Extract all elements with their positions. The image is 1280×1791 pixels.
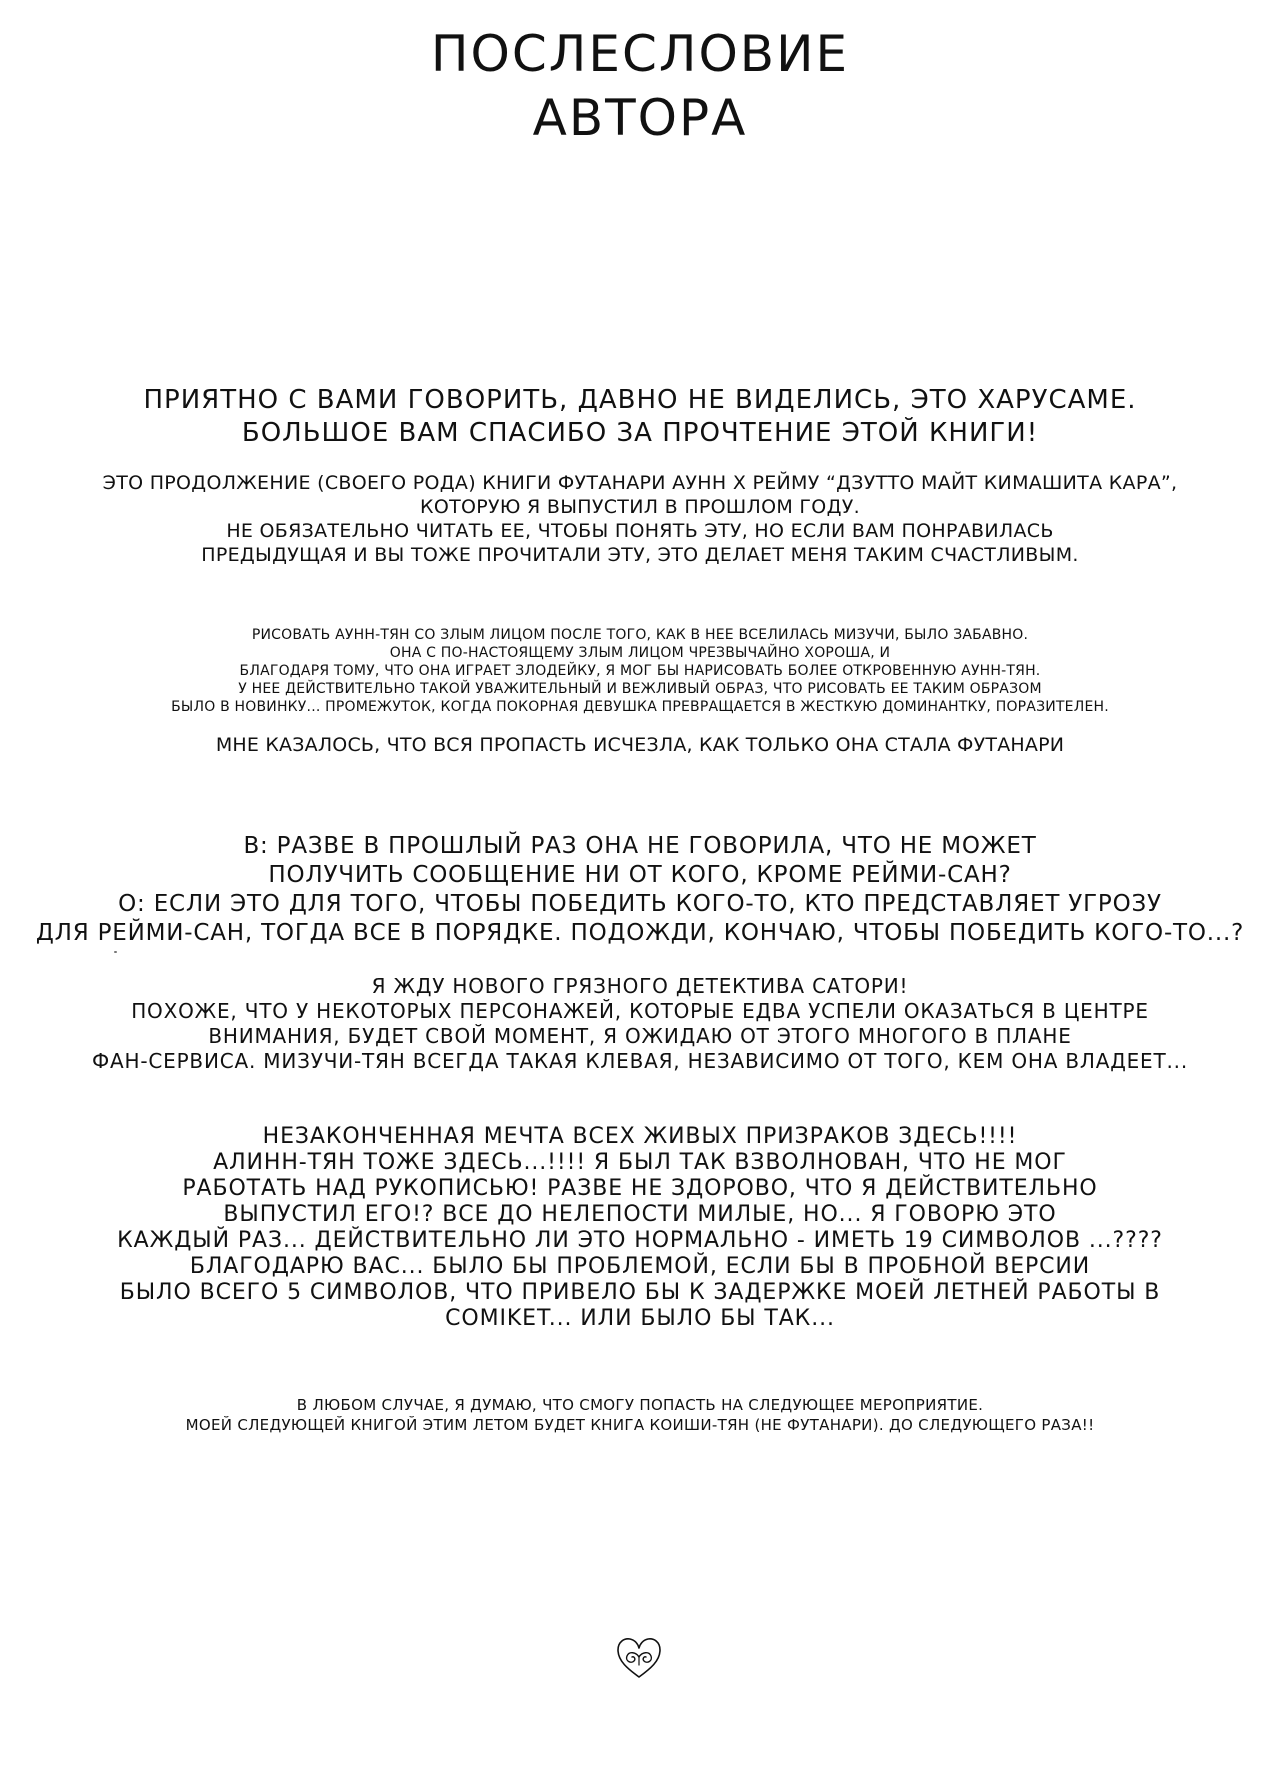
text-line: ФАН-СЕРВИСА. МИЗУЧИ-ТЯН ВСЕГДА ТАКАЯ КЛЕВАЯ, НЕЗАВИСИМО ОТ ТОГО, КЕМ ОНА ВЛАДЕЕТ... <box>92 1049 1188 1073</box>
text-line: БЛАГОДАРЯ ТОМУ, ЧТО ОНА ИГРАЕТ ЗЛОДЕЙКУ, Я МОГ БЫ НАРИСОВАТЬ БОЛЕЕ ОТКРОВЕННУЮ АУНН-ТЯН. <box>239 663 1041 679</box>
text-line: ПОХОЖЕ, ЧТО У НЕКОТОРЫХ ПЕРСОНАЖЕЙ, КОТОРЫЕ ЕДВА УСПЕЛИ ОКАЗАТЬСЯ В ЦЕНТРЕ <box>131 999 1149 1023</box>
title-line-1: ПОСЛЕСЛОВИЕ <box>430 25 850 83</box>
text-line: БОЛЬШОЕ ВАМ СПАСИБО ЗА ПРОЧТЕНИЕ ЭТОЙ КНИГИ! <box>241 418 1039 448</box>
title-line-2: АВТОРА <box>532 89 748 147</box>
text-line: COMIKET... ИЛИ БЫЛО БЫ ТАК... <box>445 1306 835 1331</box>
drawing-notes-paragraph <box>0 626 1280 757</box>
text-line: МОЕЙ СЛЕДУЮЩЕЙ КНИГОЙ ЭТИМ ЛЕТОМ БУДЕТ КНИГА КОИШИ-ТЯН (НЕ ФУТАНАРИ). ДО СЛЕДУЮЩЕГО РАЗА!! <box>185 1416 1095 1434</box>
text-line: О: ЕСЛИ ЭТО ДЛЯ ТОГО, ЧТОБЫ ПОБЕДИТЬ КОГО-ТО, КТО ПРЕДСТАВЛЯЕТ УГРОЗУ <box>118 891 1162 917</box>
text-line: КОТОРУЮ Я ВЫПУСТИЛ В ПРОШЛОМ ГОДУ. <box>420 496 860 518</box>
text-line: БЫЛО ВСЕГО 5 СИМВОЛОВ, ЧТО ПРИВЕЛО БЫ К ЗАДЕРЖКЕ МОЕЙ ЛЕТНЕЙ РАБОТЫ В <box>119 1280 1161 1305</box>
ghosts-paragraph <box>0 1124 1280 1332</box>
sequel-paragraph <box>0 471 1280 567</box>
text-line: ПРЕДЫДУЩАЯ И ВЫ ТОЖЕ ПРОЧИТАЛИ ЭТУ, ЭТО ДЕЛАЕТ МЕНЯ ТАКИМ СЧАСТЛИВЫМ. <box>201 544 1079 566</box>
text-line: БЫЛО В НОВИНКУ... ПРОМЕЖУТОК, КОГДА ПОКОРНАЯ ДЕВУШКА ПРЕВРАЩАЕТСЯ В ЖЕСТКУЮ ДОМИНАНТКУ, ПОРАЗИТЕЛЕН. <box>171 699 1109 715</box>
text-line: В ЛЮБОМ СЛУЧАЕ, Я ДУМАЮ, ЧТО СМОГУ ПОПАСТЬ НА СЛЕДУЮЩЕЕ МЕРОПРИЯТИЕ. <box>296 1396 984 1414</box>
heart-swirl-icon <box>614 1635 664 1681</box>
text-line: ВЫПУСТИЛ ЕГО!? ВСЕ ДО НЕЛЕПОСТИ МИЛЫЕ, НО... Я ГОВОРЮ ЭТО <box>223 1202 1057 1227</box>
print-speck <box>114 951 117 953</box>
text-line: Я ЖДУ НОВОГО ГРЯЗНОГО ДЕТЕКТИВА САТОРИ! <box>371 974 909 998</box>
text-line: ЭТО ПРОДОЛЖЕНИЕ (СВОЕГО РОДА) КНИГИ ФУТАНАРИ АУНН Х РЕЙМУ “ДЗУТТО МАЙТ КИМАШИТА КАРА”, <box>102 472 1178 494</box>
text-line: У НЕЕ ДЕЙСТВИТЕЛЬНО ТАКОЙ УВАЖИТЕЛЬНЫЙ И ВЕЖЛИВЫЙ ОБРАЗ, ЧТО РИСОВАТЬ ЕЕ ТАКИМ ОБРАЗОМ <box>238 681 1042 697</box>
qa-paragraph <box>0 832 1280 948</box>
text-line: ПОЛУЧИТЬ СООБЩЕНИЕ НИ ОТ КОГО, КРОМЕ РЕЙМИ-САН? <box>268 862 1012 888</box>
text-line: НЕЗАКОНЧЕННАЯ МЕЧТА ВСЕХ ЖИВЫХ ПРИЗРАКОВ ЗДЕСЬ!!!! <box>262 1124 1018 1149</box>
text-line: ДЛЯ РЕЙМИ-САН, ТОГДА ВСЕ В ПОРЯДКЕ. ПОДОЖДИ, КОНЧАЮ, ЧТОБЫ ПОБЕДИТЬ КОГО-ТО...? <box>35 920 1245 946</box>
text-line: НЕ ОБЯЗАТЕЛЬНО ЧИТАТЬ ЕЕ, ЧТОБЫ ПОНЯТЬ ЭТУ, НО ЕСЛИ ВАМ ПОНРАВИЛАСЬ <box>226 520 1054 542</box>
text-line: МНЕ КАЗАЛОСЬ, ЧТО ВСЯ ПРОПАСТЬ ИСЧЕЗЛА, КАК ТОЛЬКО ОНА СТАЛА ФУТАНАРИ <box>215 734 1065 756</box>
text-line: КАЖДЫЙ РАЗ... ДЕЙСТВИТЕЛЬНО ЛИ ЭТО НОРМАЛЬНО - ИМЕТЬ 19 СИМВОЛОВ ...???? <box>117 1228 1163 1253</box>
text-line: В: РАЗВЕ В ПРОШЛЫЙ РАЗ ОНА НЕ ГОВОРИЛА, ЧТО НЕ МОЖЕТ <box>243 833 1037 859</box>
text-line: ОНА С ПО-НАСТОЯЩЕМУ ЗЛЫМ ЛИЦОМ ЧРЕЗВЫЧАЙНО ХОРОША, И <box>389 645 891 661</box>
closing-paragraph <box>0 1395 1280 1435</box>
text-line: РАБОТАТЬ НАД РУКОПИСЬЮ! РАЗВЕ НЕ ЗДОРОВО, ЧТО Я ДЕЙСТВИТЕЛЬНО <box>182 1176 1098 1201</box>
detective-paragraph <box>0 974 1280 1074</box>
greeting-paragraph <box>0 384 1280 450</box>
afterword-title <box>0 22 1280 150</box>
text-line: ВНИМАНИЯ, БУДЕТ СВОЙ МОМЕНТ, Я ОЖИДАЮ ОТ ЭТОГО МНОГОГО В ПЛАНЕ <box>208 1024 1072 1048</box>
text-line: ПРИЯТНО С ВАМИ ГОВОРИТЬ, ДАВНО НЕ ВИДЕЛИСЬ, ЭТО ХАРУСАМЕ. <box>143 385 1137 415</box>
text-line: БЛАГОДАРЮ ВАС... БЫЛО БЫ ПРОБЛЕМОЙ, ЕСЛИ БЫ В ПРОБНОЙ ВЕРСИИ <box>189 1254 1091 1279</box>
text-line: РИСОВАТЬ АУНН-ТЯН СО ЗЛЫМ ЛИЦОМ ПОСЛЕ ТОГО, КАК В НЕЕ ВСЕЛИЛАСЬ МИЗУЧИ, БЫЛО ЗАБАВНО. <box>251 627 1029 643</box>
text-line: АЛИНН-ТЯН ТОЖЕ ЗДЕСЬ...!!!! Я БЫЛ ТАК ВЗВОЛНОВАН, ЧТО НЕ МОГ <box>213 1150 1067 1175</box>
